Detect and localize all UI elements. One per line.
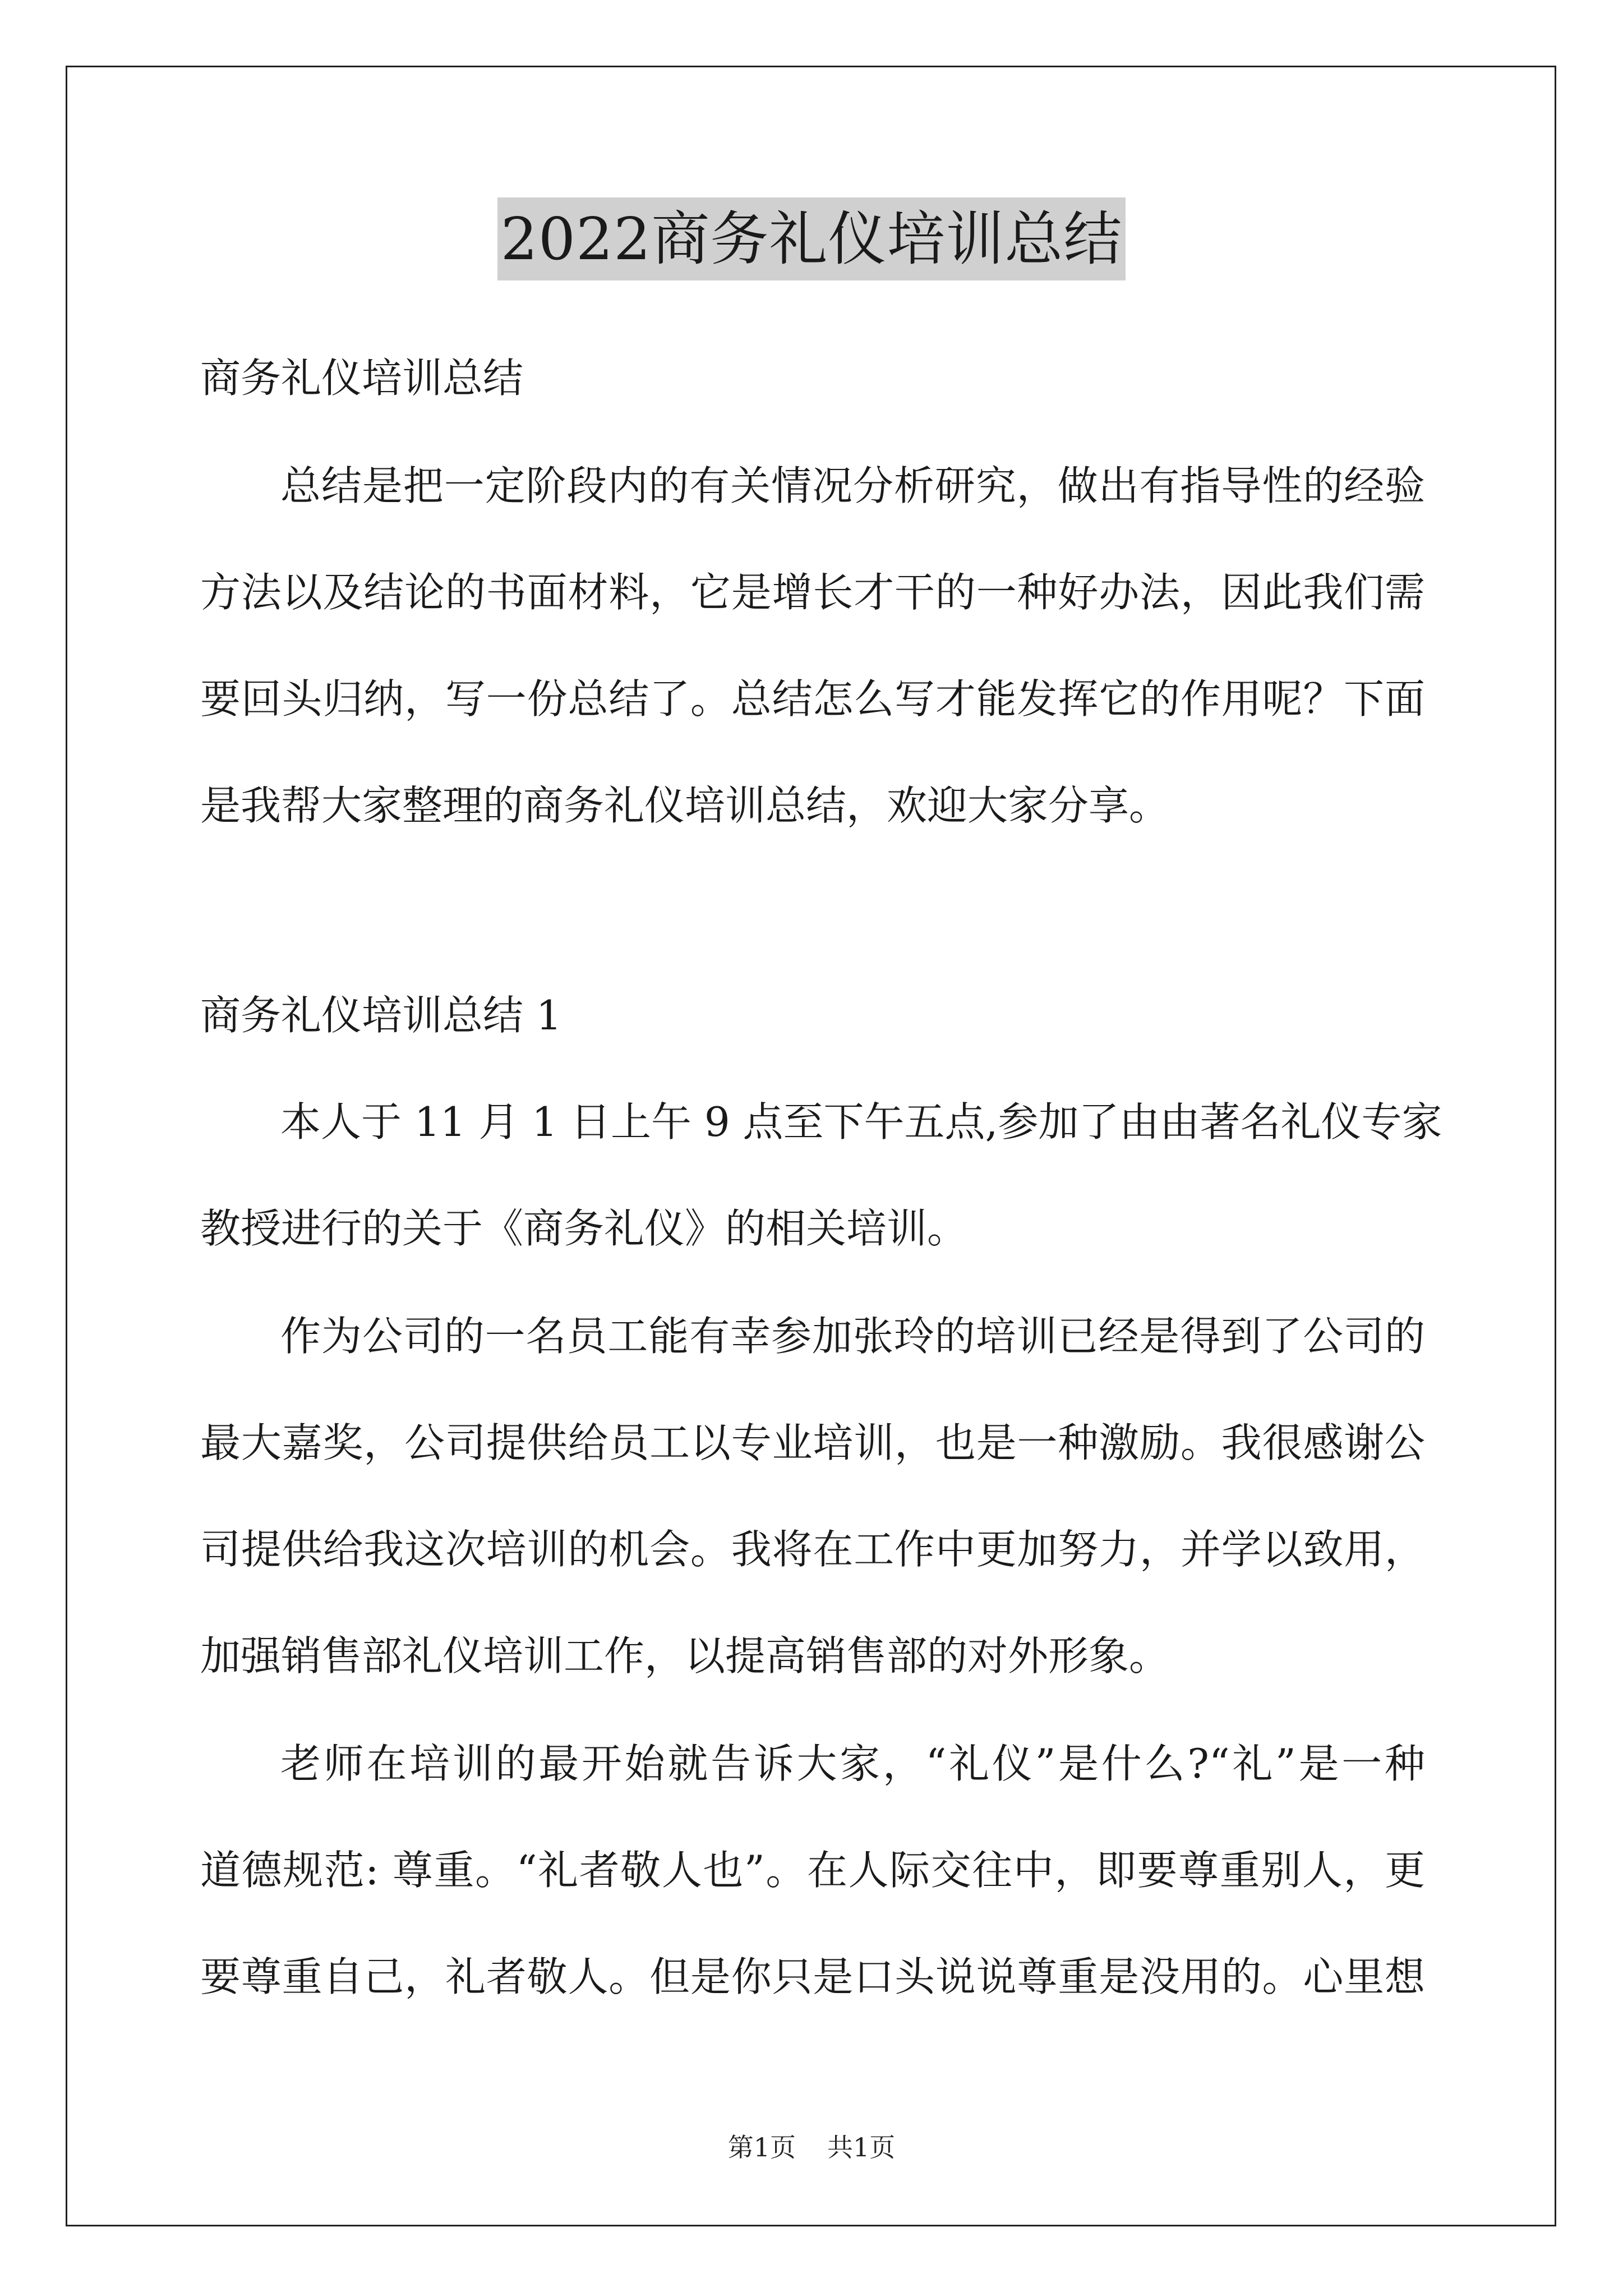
- page-number: 第1页: [727, 2132, 796, 2162]
- title-block: [0, 197, 1623, 280]
- paragraph-line: 教授进行的关于《商务礼仪》的相关培训。: [200, 1205, 968, 1252]
- intro-line: 方法以及结论的书面材料，它是增长才干的一种好办法，因此我们需: [200, 569, 1425, 616]
- section-heading: 商务礼仪培训总结 1: [200, 992, 562, 1039]
- paragraph-line: 要尊重自己，礼者敬人。但是你只是口头说说尊重是没用的。心里想: [200, 1953, 1425, 2000]
- paragraph-line: 作为公司的一名员工能有幸参加张玲的培训已经是得到了公司的: [280, 1313, 1425, 1360]
- paragraph-line: 老师在培训的最开始就告诉大家，“礼仪”是什么?“礼”是一种: [280, 1740, 1425, 1787]
- intro-line: 要回头归纳，写一份总结了。总结怎么写才能发挥它的作用呢？下面: [200, 675, 1425, 723]
- document-title: 2022商务礼仪培训总结: [497, 197, 1126, 280]
- page-footer: [0, 2131, 1623, 2164]
- paragraph-line: 加强销售部礼仪培训工作，以提高销售部的对外形象。: [200, 1632, 1170, 1680]
- page-total: 共1页: [827, 2132, 896, 2162]
- paragraph-line: 道德规范: 尊重。“礼者敬人也”。在人际交往中，即要尊重别人，更: [200, 1847, 1425, 1894]
- intro-line: 是我帮大家整理的商务礼仪培训总结，欢迎大家分享。: [200, 782, 1170, 829]
- paragraph-line: 最大嘉奖，公司提供给员工以专业培训，也是一种激励。我很感谢公: [200, 1419, 1425, 1466]
- paragraph-line: 司提供给我这次培训的机会。我将在工作中更加努力，并学以致用，: [200, 1526, 1425, 1573]
- paragraph-line: 本人于 11 月 1 日上午 9 点至下午五点,参加了由由著名礼仪专家: [280, 1098, 1442, 1145]
- document-heading: 商务礼仪培训总结: [200, 355, 524, 402]
- intro-line: 总结是把一定阶段内的有关情况分析研究，做出有指导性的经验: [280, 462, 1425, 509]
